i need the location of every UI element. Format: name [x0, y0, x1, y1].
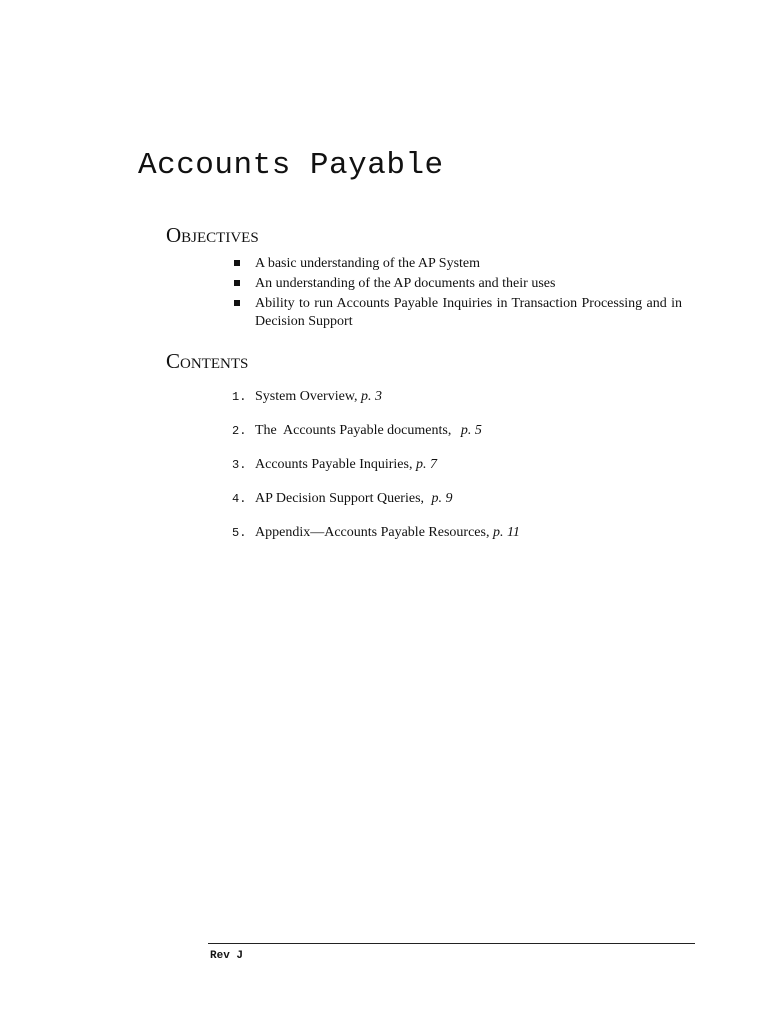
contents-item-number: 4.: [232, 492, 247, 506]
contents-item-text: System Overview,: [255, 389, 362, 404]
objectives-heading: Objectives: [166, 223, 259, 247]
contents-item-text: Accounts Payable Inquiries,: [255, 457, 416, 472]
contents-item-number: 2.: [232, 424, 247, 438]
contents-item: [232, 456, 520, 474]
contents-item-number: 1.: [232, 390, 247, 404]
page-title: Accounts Payable: [138, 148, 444, 183]
contents-item-text: Appendix—Accounts Payable Resources,: [255, 525, 493, 540]
contents-item: [232, 422, 520, 440]
objective-item: [232, 255, 682, 273]
footer-divider: [208, 943, 695, 944]
contents-item-number: 5.: [232, 526, 247, 540]
objective-text: A basic understanding of the AP System: [255, 256, 481, 271]
objective-text: An understanding of the AP documents and their uses: [255, 276, 556, 291]
contents-item-number: 3.: [232, 458, 247, 472]
contents-heading: Contents: [166, 349, 249, 373]
contents-item-page: p. 7: [415, 457, 437, 472]
footer-revision: Rev J: [210, 950, 244, 962]
objective-item: [232, 275, 682, 293]
contents-item-page: p. 9: [431, 491, 453, 506]
contents-item-page: p. 11: [492, 525, 520, 540]
contents-item: [232, 388, 520, 406]
objective-item: [232, 295, 682, 331]
contents-item: [232, 524, 520, 542]
contents-list: [232, 388, 520, 558]
objective-text: Ability to run Accounts Payable Inquiries in Transaction Processing and in Decision Support: [255, 296, 682, 329]
contents-item-page: p. 5: [460, 423, 482, 438]
contents-item-text: AP Decision Support Queries,: [255, 491, 428, 506]
square-bullet-icon: [234, 300, 240, 306]
contents-item: [232, 490, 520, 508]
contents-item-text: The Accounts Payable documents,: [255, 423, 455, 438]
square-bullet-icon: [234, 280, 240, 286]
contents-item-page: p. 3: [361, 389, 383, 404]
square-bullet-icon: [234, 260, 240, 266]
objectives-list: [232, 255, 682, 333]
